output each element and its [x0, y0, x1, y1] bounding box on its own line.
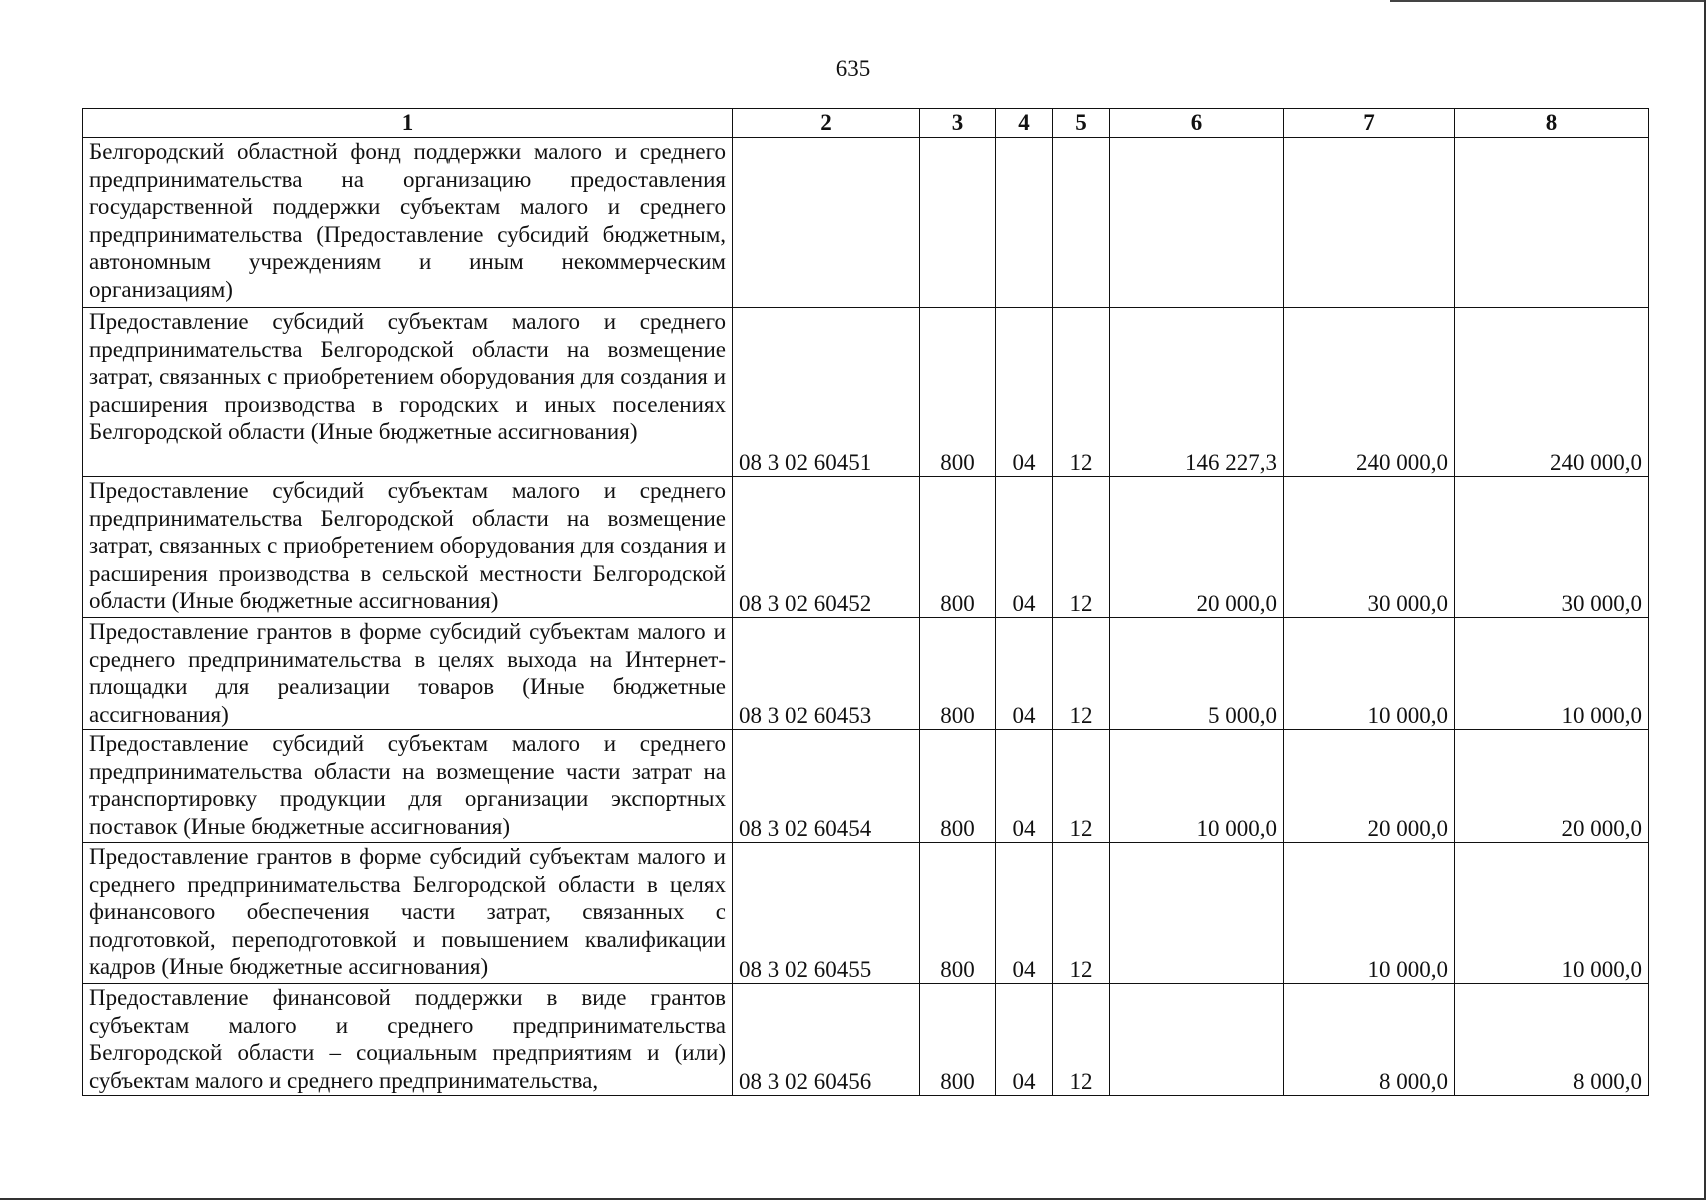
table-header	[83, 109, 1649, 138]
row-col5: 12	[1053, 308, 1110, 477]
row-col6: 5 000,0	[1110, 618, 1284, 730]
row-col7: 240 000,0	[1284, 308, 1455, 477]
row-col3: 800	[920, 477, 996, 618]
header-col-7: 7	[1284, 109, 1455, 138]
row-col5: 12	[1053, 730, 1110, 843]
row-description: Предоставление грантов в форме субсидий субъектам малого и среднего предпринимательства Белгородской области в целях финансового обеспечения части затрат, связанных с подготовкой, переподготовкой и повышением квалификации кадров (Иные бюджетные ассигнования)	[83, 843, 733, 984]
row-col6	[1110, 843, 1284, 984]
row-col7: 10 000,0	[1284, 843, 1455, 984]
row-description: Белгородский областной фонд поддержки малого и среднего предпринимательства на организацию предоставления государственной поддержки субъектам малого и среднего предпринимательства (Предоставление субсидий бюджетным, автономным учреждениям и иным некоммерческим организациям)	[83, 138, 733, 308]
header-col-2: 2	[733, 109, 920, 138]
table-row	[83, 843, 1649, 984]
table-row	[83, 730, 1649, 843]
header-col-4: 4	[996, 109, 1053, 138]
row-target-code: 08 3 02 60452	[733, 477, 920, 618]
row-col5: 12	[1053, 984, 1110, 1096]
table-row	[83, 308, 1649, 477]
row-description: Предоставление субсидий субъектам малого и среднего предпринимательства Белгородской области на возмещение затрат, связанных с приобретением оборудования для создания и расширения производства в городских и иных поселениях Белгородской области (Иные бюджетные ассигнования)	[83, 308, 733, 477]
header-row	[83, 109, 1649, 138]
row-col6	[1110, 138, 1284, 308]
row-col6	[1110, 984, 1284, 1096]
row-description: Предоставление финансовой поддержки в виде грантов субъектам малого и среднего предпринимательства Белгородской области – социальным предприятиям и (или) субъектам малого и среднего предпринимательства,	[83, 984, 733, 1096]
row-col7: 20 000,0	[1284, 730, 1455, 843]
row-col8: 10 000,0	[1455, 843, 1649, 984]
row-col4: 04	[996, 477, 1053, 618]
row-col3: 800	[920, 730, 996, 843]
row-col4: 04	[996, 984, 1053, 1096]
scan-edge-top	[1390, 0, 1706, 2]
row-description: Предоставление субсидий субъектам малого и среднего предпринимательства Белгородской области на возмещение затрат, связанных с приобретением оборудования для создания и расширения производства в сельской местности Белгородской области (Иные бюджетные ассигнования)	[83, 477, 733, 618]
row-col4: 04	[996, 730, 1053, 843]
row-col4: 04	[996, 308, 1053, 477]
row-col7: 30 000,0	[1284, 477, 1455, 618]
row-col3: 800	[920, 984, 996, 1096]
row-col3: 800	[920, 843, 996, 984]
row-col7: 10 000,0	[1284, 618, 1455, 730]
row-target-code	[733, 138, 920, 308]
row-target-code: 08 3 02 60454	[733, 730, 920, 843]
row-target-code: 08 3 02 60456	[733, 984, 920, 1096]
row-target-code: 08 3 02 60455	[733, 843, 920, 984]
row-col6: 10 000,0	[1110, 730, 1284, 843]
page-number: 635	[835, 56, 871, 81]
row-col5	[1053, 138, 1110, 308]
row-col5: 12	[1053, 843, 1110, 984]
table-row	[83, 477, 1649, 618]
header-col-1: 1	[83, 109, 733, 138]
row-col8: 240 000,0	[1455, 308, 1649, 477]
row-col6: 146 227,3	[1110, 308, 1284, 477]
row-col7	[1284, 138, 1455, 308]
header-col-3: 3	[920, 109, 996, 138]
row-col5: 12	[1053, 477, 1110, 618]
table-row	[83, 618, 1649, 730]
row-description: Предоставление грантов в форме субсидий субъектам малого и среднего предпринимательства в целях выхода на Интернет-площадки для реализации товаров (Иные бюджетные ассигнования)	[83, 618, 733, 730]
row-target-code: 08 3 02 60451	[733, 308, 920, 477]
row-col8: 8 000,0	[1455, 984, 1649, 1096]
row-col8: 10 000,0	[1455, 618, 1649, 730]
row-col4: 04	[996, 843, 1053, 984]
header-col-5: 5	[1053, 109, 1110, 138]
header-col-6: 6	[1110, 109, 1284, 138]
row-target-code: 08 3 02 60453	[733, 618, 920, 730]
row-col8: 20 000,0	[1455, 730, 1649, 843]
row-col7: 8 000,0	[1284, 984, 1455, 1096]
table-row	[83, 984, 1649, 1096]
row-col6: 20 000,0	[1110, 477, 1284, 618]
row-col4	[996, 138, 1053, 308]
row-col3: 800	[920, 618, 996, 730]
row-col4: 04	[996, 618, 1053, 730]
row-col3: 800	[920, 308, 996, 477]
row-description: Предоставление субсидий субъектам малого и среднего предпринимательства области на возмещение части затрат на транспортировку продукции для организации экспортных поставок (Иные бюджетные ассигнования)	[83, 730, 733, 843]
budget-table	[82, 108, 1649, 1096]
row-col8: 30 000,0	[1455, 477, 1649, 618]
row-col8	[1455, 138, 1649, 308]
row-col3	[920, 138, 996, 308]
header-col-8: 8	[1455, 109, 1649, 138]
row-col5: 12	[1053, 618, 1110, 730]
table-row	[83, 138, 1649, 308]
table-body	[83, 138, 1649, 1096]
